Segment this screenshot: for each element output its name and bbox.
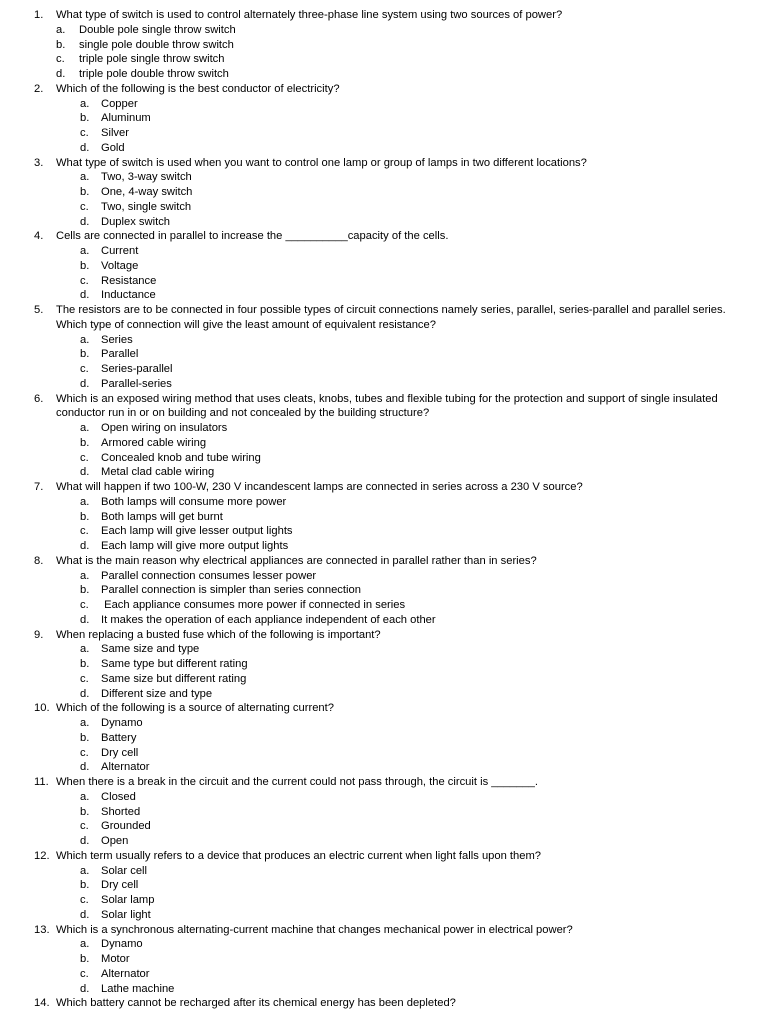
question-text: What is the main reason why electrical appliances are connected in parallel rather than in series?: [56, 554, 537, 567]
answer-option: [0, 421, 768, 436]
option-letter: d.: [80, 982, 90, 995]
option-text: Open wiring on insulators: [101, 422, 228, 434]
question-number-cell: [0, 480, 56, 495]
option-text: Parallel-series: [101, 377, 172, 390]
answer-option: [0, 510, 768, 525]
answer-option: [0, 834, 768, 849]
answer-option: [0, 185, 768, 200]
answer-option: [0, 200, 768, 215]
question-text: When replacing a busted fuse which of the following is important?: [56, 628, 381, 641]
answer-option: [0, 288, 768, 303]
question-13: [0, 923, 768, 997]
question-number: 3.: [34, 156, 44, 169]
question-number: 11.: [34, 776, 49, 788]
option-letter: b.: [80, 510, 90, 523]
option-text: Same size but different rating: [101, 672, 247, 685]
question-stem: [0, 701, 768, 716]
option-text: Same type but different rating: [101, 658, 248, 670]
answer-option: [0, 864, 768, 879]
question-text: Which is an exposed wiring method that uses cleats, knobs, tubes and flexible tubing for the protection and support of single insulated conductor run in or on building and not concealed by the building structure?: [56, 392, 718, 420]
option-letter: c.: [80, 746, 89, 759]
question-1: [0, 8, 768, 82]
option-letter: c.: [80, 274, 89, 287]
question-number-cell: [0, 628, 56, 643]
answer-option: [0, 362, 768, 377]
answer-option: [0, 937, 768, 952]
answer-option: [0, 952, 768, 967]
answer-option: [0, 893, 768, 908]
question-5: [0, 303, 768, 392]
option-text: Armored cable wiring: [101, 436, 207, 449]
question-7: [0, 480, 768, 554]
option-letter: a.: [80, 569, 90, 582]
option-letter: d.: [80, 835, 90, 847]
question-text: Which battery cannot be recharged after its chemical energy has been depleted?: [56, 997, 456, 1010]
option-letter: a.: [80, 97, 90, 110]
answer-option: [0, 967, 768, 982]
question-number: 4.: [34, 230, 44, 243]
question-text: Which term usually refers to a device that produces an electric current when light falls upon them?: [56, 849, 542, 862]
answer-option: [0, 170, 768, 185]
answer-option: [0, 878, 768, 893]
option-letter: c.: [80, 127, 89, 139]
answer-option: [0, 908, 768, 923]
option-text: triple pole double throw switch: [79, 68, 229, 80]
question-12: [0, 849, 768, 923]
option-text: Same size and type: [101, 643, 200, 656]
question-3: [0, 156, 768, 230]
option-text: Solar light: [101, 908, 151, 921]
option-letter: b.: [80, 805, 90, 818]
question-stem: [0, 82, 768, 97]
answer-option: [0, 215, 768, 230]
question-4: [0, 229, 768, 303]
question-number-cell: [0, 303, 56, 318]
question-number: 12.: [34, 849, 50, 862]
option-text: Voltage: [101, 259, 139, 272]
answer-option: [0, 583, 768, 598]
answer-option: [0, 760, 768, 775]
option-text: Alternator: [101, 967, 150, 980]
answer-option: [0, 495, 768, 510]
question-number: 1.: [34, 9, 44, 21]
option-text: Dynamo: [101, 938, 143, 951]
option-letter: b.: [80, 953, 90, 965]
answer-option: [0, 141, 768, 156]
answer-option: [0, 38, 768, 53]
option-letter: b.: [80, 186, 90, 198]
answer-option: [0, 259, 768, 274]
question-number-cell: [0, 775, 56, 790]
option-text: Dry cell: [101, 879, 139, 892]
answer-option: [0, 805, 768, 820]
option-text: Current: [101, 245, 139, 257]
option-text: Resistance: [101, 274, 157, 287]
option-text: Both lamps will get burnt: [101, 510, 223, 523]
question-number: 10.: [34, 702, 50, 715]
option-letter: a.: [80, 717, 90, 729]
question-2: [0, 82, 768, 156]
option-text: Dynamo: [101, 717, 143, 729]
option-text: Gold: [101, 141, 125, 154]
question-number: 7.: [34, 481, 44, 493]
answer-option: [0, 687, 768, 702]
question-text: Which is a synchronous alternating-current machine that changes mechanical power in electrical power?: [56, 923, 573, 936]
answer-option: [0, 716, 768, 731]
question-6: [0, 392, 768, 481]
question-stem: [0, 156, 768, 171]
option-letter: a.: [80, 643, 90, 656]
question-number: 6.: [34, 392, 44, 405]
question-text: When there is a break in the circuit and the current could not pass through, the circuit is _______.: [56, 776, 538, 788]
option-letter: a.: [80, 422, 90, 434]
option-letter: d.: [56, 68, 66, 80]
question-stem: [0, 996, 768, 1011]
option-letter: c.: [80, 894, 89, 906]
option-text: Metal clad cable wiring: [101, 466, 215, 479]
answer-option: [0, 347, 768, 362]
option-letter: c.: [80, 967, 89, 980]
answer-option: [0, 819, 768, 834]
option-letter: c.: [80, 363, 89, 375]
option-text: Concealed knob and tube wiring: [101, 451, 261, 464]
option-text: triple pole single throw switch: [79, 53, 225, 66]
option-text: Both lamps will consume more power: [101, 495, 287, 508]
option-text: Lathe machine: [101, 982, 175, 995]
question-10: [0, 701, 768, 775]
answer-option: [0, 613, 768, 628]
question-stem: [0, 923, 768, 938]
answer-option: [0, 982, 768, 997]
answer-option: [0, 111, 768, 126]
option-text: Dry cell: [101, 746, 139, 759]
option-text: Two, single switch: [101, 200, 192, 213]
option-letter: c.: [80, 200, 89, 213]
answer-option: [0, 52, 768, 67]
question-text: Which of the following is a source of alternating current?: [56, 702, 334, 715]
answer-option: [0, 465, 768, 480]
question-text: What type of switch is used when you want to control one lamp or group of lamps in two different locations?: [56, 156, 587, 169]
option-text: Battery: [101, 731, 137, 744]
option-letter: d.: [80, 613, 90, 626]
option-letter: a.: [80, 333, 90, 346]
option-text: Each lamp will give lesser output lights: [101, 525, 293, 538]
option-letter: b.: [80, 658, 90, 670]
answer-option: [0, 569, 768, 584]
question-text: What will happen if two 100-W, 230 V incandescent lamps are connected in series across a 230 V source?: [56, 481, 583, 493]
option-text: Parallel: [101, 348, 139, 361]
answer-option: [0, 657, 768, 672]
question-number-cell: [0, 229, 56, 244]
option-text: It makes the operation of each appliance independent of each other: [101, 613, 436, 626]
option-letter: c.: [80, 599, 89, 611]
question-number-cell: [0, 8, 56, 23]
option-letter: d.: [80, 540, 90, 552]
question-list: [0, 8, 768, 1011]
option-text: Solar lamp: [101, 894, 155, 906]
answer-option: [0, 333, 768, 348]
option-text: Series: [101, 333, 133, 346]
option-letter: a.: [56, 23, 66, 36]
option-letter: d.: [80, 908, 90, 921]
option-text: Grounded: [101, 820, 151, 833]
option-text: Alternator: [101, 761, 150, 774]
answer-option: [0, 126, 768, 141]
question-number-cell: [0, 554, 56, 569]
answer-option: [0, 524, 768, 539]
question-text: What type of switch is used to control alternately three-phase line system using two sources of power?: [56, 9, 563, 21]
answer-option: [0, 790, 768, 805]
answer-option: [0, 377, 768, 392]
question-9: [0, 628, 768, 702]
question-number: 14.: [34, 997, 50, 1010]
option-letter: a.: [80, 245, 90, 257]
option-letter: d.: [80, 466, 90, 479]
answer-option: [0, 746, 768, 761]
question-number: 8.: [34, 554, 44, 567]
question-stem: [0, 303, 768, 333]
option-text: Two, 3-way switch: [101, 171, 192, 184]
option-letter: a.: [80, 171, 90, 184]
option-letter: c.: [80, 451, 89, 464]
option-text: Each appliance consumes more power if connected in series: [101, 599, 406, 611]
option-letter: c.: [80, 525, 89, 538]
option-letter: c.: [80, 820, 89, 833]
option-text: Closed: [101, 790, 136, 803]
answer-option: [0, 23, 768, 38]
option-letter: a.: [80, 864, 90, 877]
answer-option: [0, 642, 768, 657]
question-number: 9.: [34, 628, 44, 641]
option-letter: c.: [80, 672, 89, 685]
option-letter: b.: [80, 112, 90, 125]
option-text: single pole double throw switch: [79, 38, 234, 51]
question-text: Which of the following is the best conductor of electricity?: [56, 82, 340, 95]
answer-option: [0, 436, 768, 451]
question-number: 2.: [34, 82, 44, 95]
option-text: Inductance: [101, 289, 156, 302]
option-letter: b.: [80, 436, 90, 449]
answer-option: [0, 451, 768, 466]
answer-option: [0, 672, 768, 687]
question-stem: [0, 8, 768, 23]
question-stem: [0, 480, 768, 495]
option-text: Silver: [101, 127, 129, 139]
option-letter: b.: [80, 348, 90, 361]
question-number-cell: [0, 849, 56, 864]
option-letter: d.: [80, 141, 90, 154]
option-letter: b.: [80, 259, 90, 272]
answer-option: [0, 97, 768, 112]
question-number-cell: [0, 82, 56, 97]
option-letter: b.: [80, 584, 90, 597]
question-number-cell: [0, 701, 56, 716]
option-text: Double pole single throw switch: [79, 23, 236, 36]
answer-option: [0, 274, 768, 289]
answer-option: [0, 67, 768, 82]
option-text: Motor: [101, 953, 130, 965]
option-letter: d.: [80, 289, 90, 302]
question-stem: [0, 392, 768, 422]
question-stem: [0, 229, 768, 244]
question-stem: [0, 849, 768, 864]
option-letter: b.: [56, 38, 66, 51]
option-letter: d.: [80, 687, 90, 700]
question-number-cell: [0, 923, 56, 938]
option-letter: b.: [80, 731, 90, 744]
question-number: 13.: [34, 923, 50, 936]
option-text: Aluminum: [101, 112, 151, 125]
option-letter: a.: [80, 495, 90, 508]
question-number: 5.: [34, 304, 44, 316]
option-text: Solar cell: [101, 864, 148, 877]
question-14: [0, 996, 768, 1011]
answer-option: [0, 539, 768, 554]
answer-option: [0, 731, 768, 746]
option-text: Series-parallel: [101, 363, 173, 375]
question-text: Cells are connected in parallel to increase the __________capacity of the cells.: [56, 230, 449, 243]
answer-option: [0, 244, 768, 259]
question-number-cell: [0, 156, 56, 171]
option-letter: d.: [80, 377, 90, 390]
option-text: Different size and type: [101, 687, 213, 700]
question-stem: [0, 628, 768, 643]
option-letter: d.: [80, 215, 90, 228]
option-letter: a.: [80, 790, 90, 803]
option-text: Duplex switch: [101, 215, 171, 228]
option-letter: a.: [80, 938, 90, 951]
option-text: Parallel connection consumes lesser power: [101, 569, 317, 582]
option-letter: b.: [80, 879, 90, 892]
option-text: One, 4-way switch: [101, 186, 193, 198]
question-stem: [0, 554, 768, 569]
question-text: The resistors are to be connected in four possible types of circuit connections namely series, parallel, series-parallel and parallel series. Which type of connection will give the least amount of equivalent resistance?: [56, 304, 726, 331]
option-text: Open: [101, 835, 129, 847]
question-number-cell: [0, 392, 56, 407]
option-text: Shorted: [101, 805, 141, 818]
question-stem: [0, 775, 768, 790]
option-letter: d.: [80, 761, 90, 774]
question-number-cell: [0, 996, 56, 1011]
question-11: [0, 775, 768, 849]
option-text: Copper: [101, 97, 138, 110]
option-text: Each lamp will give more output lights: [101, 540, 289, 552]
question-8: [0, 554, 768, 628]
option-letter: c.: [56, 53, 65, 66]
option-text: Parallel connection is simpler than series connection: [101, 584, 361, 597]
answer-option: [0, 598, 768, 613]
